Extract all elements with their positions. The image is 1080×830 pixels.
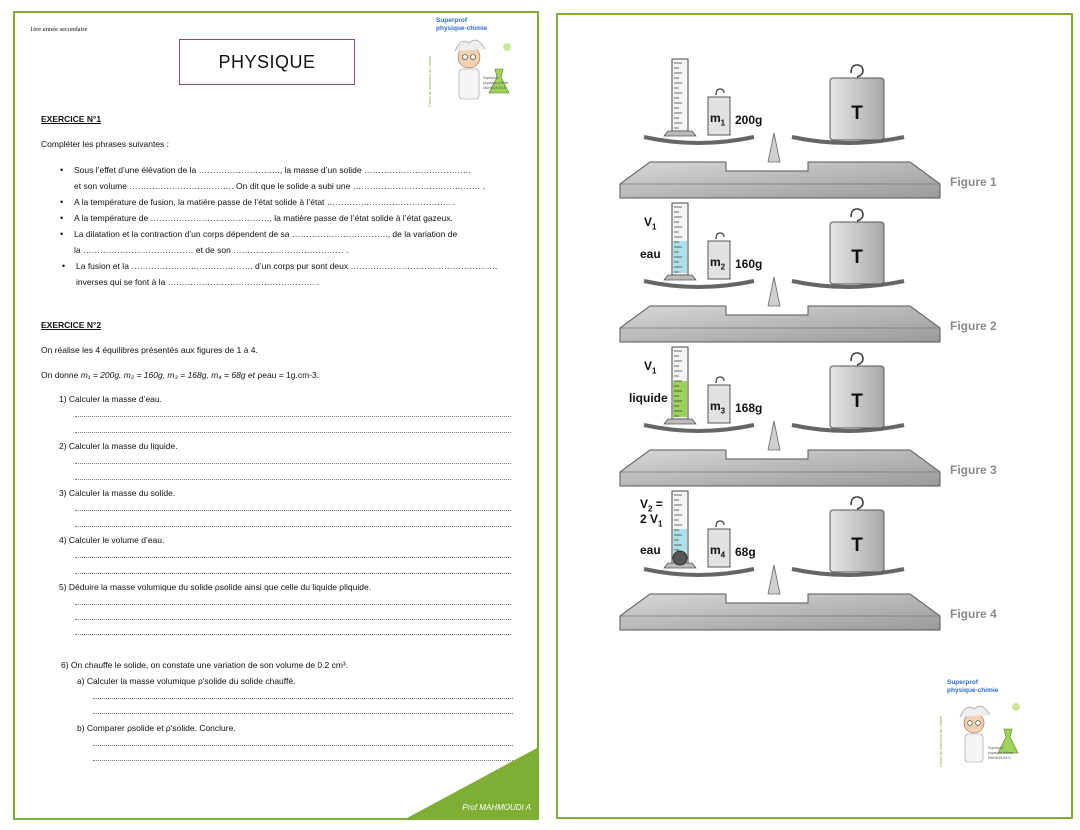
superprof-logo [425,17,533,113]
answer-line [75,510,511,511]
answer-line [93,713,513,714]
answer-line [75,604,511,605]
svg-text:physique-chimie: physique-chimie [483,81,509,85]
question-6: 6) On chauffe le solide, on constate une variation de son volume de 0.2 cm³. [61,660,349,670]
bullet-4-line-2: la ………………………………… et de son ………………………………… . [74,245,349,255]
cylinder-volume-label: $V_2$ = [640,497,663,514]
graduated-cylinder [672,59,688,131]
mass-name: $m_4$ [710,543,726,560]
tare-label: T [851,535,863,556]
svg-text:MAHMOUDI A: MAHMOUDI A [483,86,506,90]
exercise2-given: On donne m₁ = 200g, m₂ = 160g, m₃ = 168g, m₄ = 68g et ρeau = 1g.cm-3. [41,370,320,380]
mass-hook [716,377,724,383]
tare-label: T [851,103,863,124]
exercise2-intro: On réalise les 4 équilibres présentés aux figures de 1 à 4. [41,345,258,355]
cylinder-content-label: eau [640,247,661,261]
scientist-icon [936,679,1036,774]
answer-line [93,745,513,746]
solid-ball [673,551,687,565]
scientist-icon [425,17,533,113]
answer-line [75,573,511,574]
mass-hook [716,521,724,527]
cylinder-foot [664,131,696,136]
figure-label: Figure 2 [950,319,997,333]
tare-hook [851,353,863,365]
answer-line [75,619,511,620]
left-pan [644,281,754,287]
figure-label: Figure 3 [950,463,997,477]
svg-text:Cours de sciences de chimie: Cours de sciences de chimie [427,55,432,107]
tare-label: T [851,247,863,268]
logo-brand: Superprof physique-chimie [436,17,488,32]
cylinder-liquid [673,381,687,417]
bullet-4-line-1: • La dilatation et la contraction d’un corps dépendent de sa ……………………………., de la variation de [74,229,457,239]
balance-base [620,450,940,486]
question-3: 3) Calculer la masse du solide. [59,488,176,498]
bullet-1-line-2: et son volume ………………………………. On dit que le solide a subi une ……………………………………… . [74,181,485,191]
question-2: 2) Calculer la masse du liquide. [59,441,178,451]
svg-text:Cours de sciences de chimie: Cours de sciences de chimie [938,715,943,767]
mass-value: 200g [735,113,763,127]
superprof-logo [936,679,1036,774]
answer-line [75,479,511,480]
balance-base [620,162,940,198]
mass-name: $m_3$ [710,399,726,416]
footer-author: Prof MAHMOUDI A [462,803,531,812]
bullet-1-line-1: • Sous l’effet d’une élévation de la ……………………….., la masse d’un solide ……………………………….. [74,165,471,175]
balance-pointer [768,421,780,450]
mass-value: 160g [735,257,763,271]
balance-base [620,306,940,342]
balance-pointer [768,565,780,594]
cylinder-foot [664,275,696,280]
exercise2-heading: EXERCICE N°2 [41,320,102,330]
cylinder-volume-label-2: 2 $V_1$ [640,512,663,529]
answer-line [93,698,513,699]
figures-sheet [556,13,1073,819]
mass-value: 168g [735,401,763,415]
answer-line [75,463,511,464]
question-1: 1) Calculer la masse d’eau. [59,394,162,404]
left-pan [644,569,754,575]
mass-name: $m_2$ [710,255,726,272]
svg-text:Superprof: Superprof [483,76,499,80]
tare-hook [851,497,863,509]
bullet-3: • A la température de ……………………………………, la matière passe de l’état solide à l’état gazeux. [74,213,453,223]
mass-value: 68g [735,545,756,559]
balance-base [620,594,940,630]
question-6b: b) Comparer ρsolide et ρ'solide. Conclure. [77,723,236,733]
svg-text:MAHMOUDI A: MAHMOUDI A [988,756,1011,760]
question-6a: a) Calculer la masse volumique ρ'solide du solide chauffé. [77,676,296,686]
tare-hook [851,65,863,77]
svg-text:Superprof: Superprof [988,746,1004,750]
figure-label: Figure 4 [950,607,997,621]
left-pan [644,137,754,143]
exercise1-heading: EXERCICE N°1 [41,114,102,124]
cylinder-foot [664,419,696,424]
level-label: 1ère année secondaire [30,26,88,33]
question-5: 5) Déduire la masse volumique du solide ρsolide ainsi que celle du liquide ρliquide. [59,582,372,592]
answer-line [75,557,511,558]
logo-brand: Superprof physique-chimie [947,679,999,694]
cylinder-volume-label: $V_1$ [644,359,657,376]
answer-line [75,526,511,527]
cylinder-content-label: liquide [629,391,668,405]
bullet-2: • A la température de fusion, la matière passe de l’état solide à l’état …………………………………….. . [74,197,455,207]
cylinder-volume-label: $V_1$ [644,215,657,232]
page-title: PHYSIQUE [179,39,355,85]
bullet-5-line-1: • La fusion et la ……………………………………. d’un corps pur sont deux ……………………………………………. [76,261,497,271]
exercise1-instruction: Compléter les phrases suivantes : [41,139,170,149]
balance-pointer [768,277,780,306]
svg-text:physique-chimie: physique-chimie [988,751,1014,755]
question-4: 4) Calculer le volume d’eau. [59,535,165,545]
answer-line [75,432,511,433]
answer-line [75,416,511,417]
answer-line [75,634,511,635]
mass-name: $m_1$ [710,111,726,128]
exercise-sheet [13,11,539,820]
tare-hook [851,209,863,221]
figure-label: Figure 1 [950,175,997,189]
left-pan [644,425,754,431]
bullet-5-line-2: inverses qui se font à la ……………………………………………. . [76,277,320,287]
mass-hook [716,233,724,239]
tare-label: T [851,391,863,412]
mass-hook [716,89,724,95]
cylinder-content-label: eau [640,543,661,557]
balance-pointer [768,133,780,162]
